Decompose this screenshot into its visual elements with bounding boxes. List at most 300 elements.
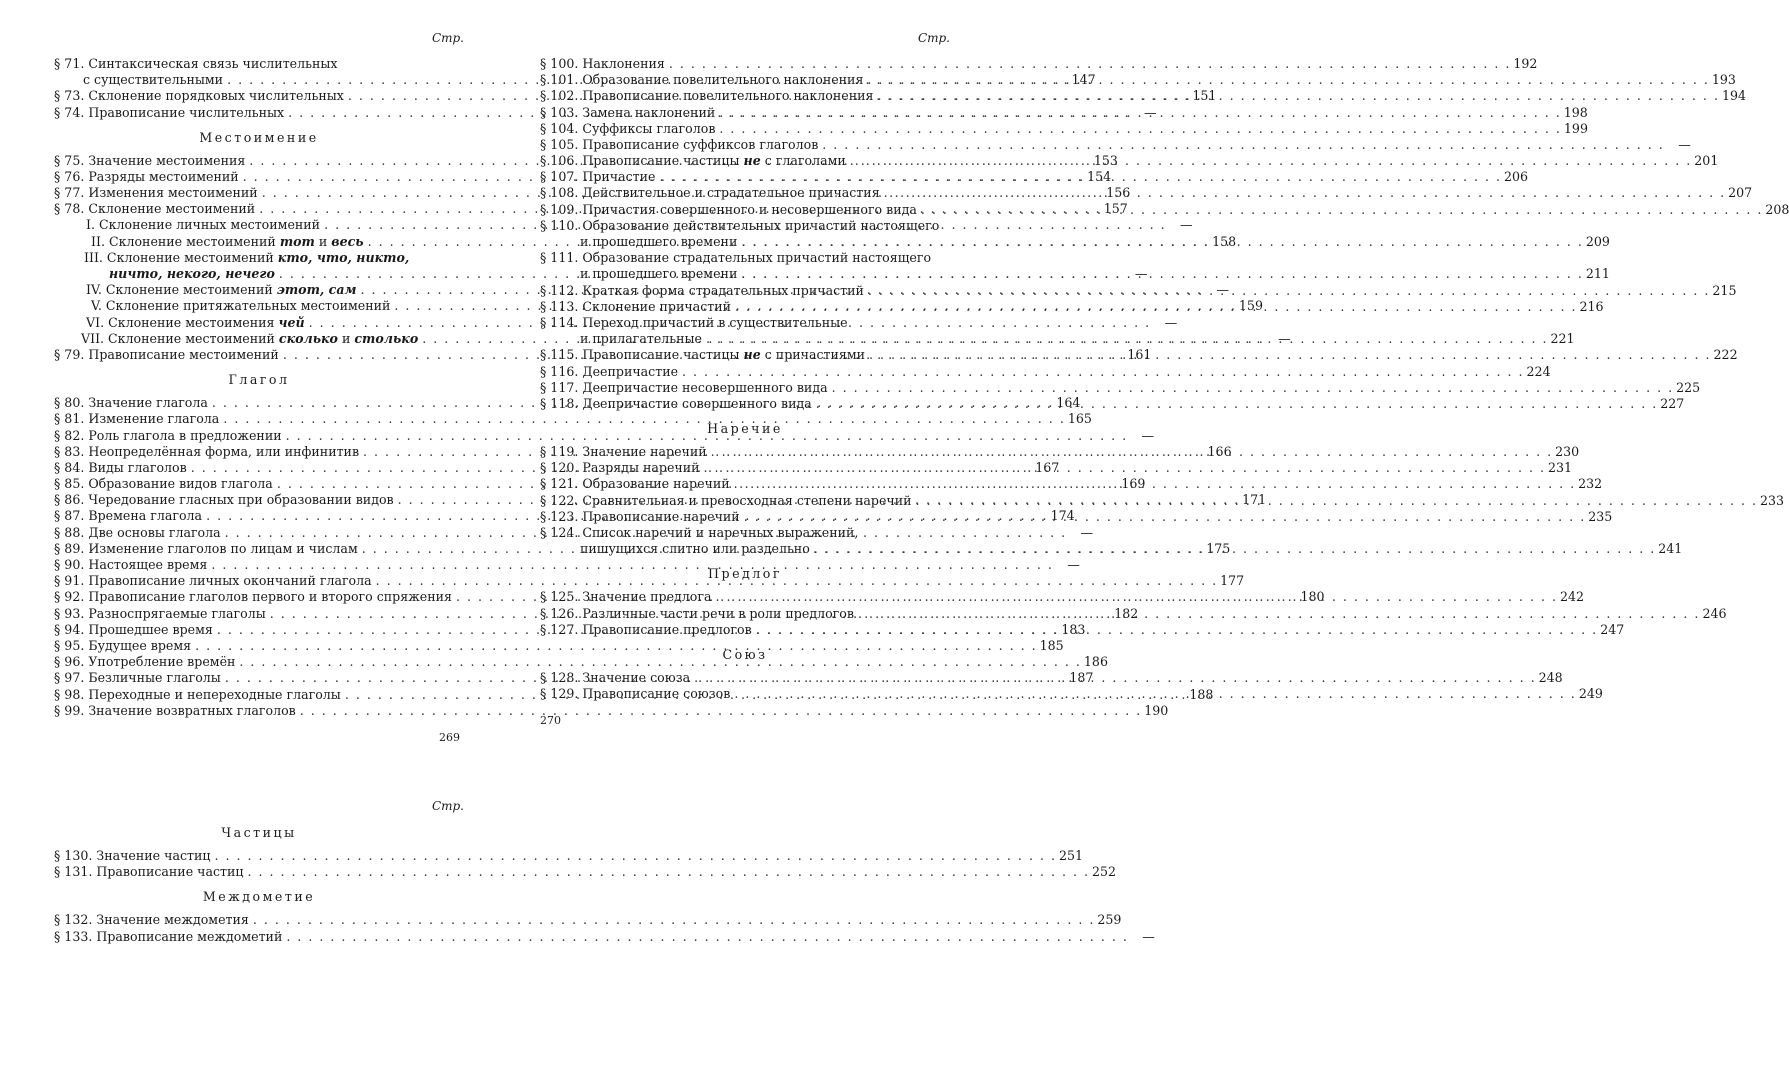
emphasized-word: тот xyxy=(279,233,315,249)
page-ref: 157 xyxy=(1103,201,1128,217)
toc-entry-title xyxy=(54,72,223,88)
toc-entry-title xyxy=(54,153,245,169)
entry-text: § 108. Действительное и страдательное причастия xyxy=(540,185,880,201)
entry-text: § 71. Синтаксическая связь числительных xyxy=(54,55,338,71)
toc-entry-title xyxy=(540,606,854,622)
entry-text: § 94. Прошедшее время xyxy=(54,621,213,637)
page-ref: 147 xyxy=(1071,72,1096,88)
toc-entry-title xyxy=(540,315,848,331)
page-ref: 177 xyxy=(1220,573,1245,589)
entry-text: § 74. Правописание числительных xyxy=(54,104,285,120)
toc-entry-title xyxy=(54,703,296,719)
entry-text: § 120. Разряды наречий xyxy=(540,460,700,476)
entry-text: § 83. Неопределённая форма, или инфинитив xyxy=(54,443,360,459)
dot-leader xyxy=(737,234,1582,250)
page-ref: 208 xyxy=(1765,201,1789,217)
entry-text: III. Склонение местоимений xyxy=(84,249,278,265)
toc-entry-title xyxy=(54,88,344,104)
entry-text: § 78. Склонение местоимений xyxy=(54,201,256,217)
toc-entry-title xyxy=(540,105,715,121)
entry-text: § 87. Времена глагола xyxy=(54,508,203,524)
section-heading: Союз xyxy=(722,647,768,662)
toc-entry-title xyxy=(540,380,828,396)
page-ref: — xyxy=(1080,524,1094,540)
emphasized-word: не xyxy=(743,153,761,169)
toc-entry-title xyxy=(540,525,858,541)
entry-text: с существительными xyxy=(83,72,224,88)
entry-text: § 92. Правописание глаголов первого и второго спряжения xyxy=(54,589,452,605)
toc-entry xyxy=(540,282,1737,299)
toc-entry-title xyxy=(54,315,305,331)
dot-leader xyxy=(828,380,1673,396)
page-ref: — xyxy=(1141,427,1155,443)
entry-text: § 119. Значение наречий xyxy=(540,444,707,460)
entry-text: § 109. Причастия совершенного и несовершенного вида xyxy=(540,201,917,217)
toc-entry-title xyxy=(54,169,239,185)
toc-entry xyxy=(54,56,464,72)
entry-text: § 118. Деепричастие совершенного вида xyxy=(540,395,812,411)
entry-text: § 80. Значение глагола xyxy=(54,395,208,411)
toc-entry xyxy=(54,557,1080,573)
toc-entry-title xyxy=(54,56,338,72)
page-ref: — xyxy=(1180,217,1193,233)
page-ref: 183 xyxy=(1061,621,1086,637)
toc-entry-title xyxy=(540,88,873,104)
entry-text: § 85. Образование видов глагола xyxy=(54,476,273,492)
entry-text: § 111. Образование страдательных причастий настоящего xyxy=(540,250,932,266)
entry-text: § 96. Употребление времён xyxy=(54,654,236,670)
dot-leader xyxy=(702,331,1547,347)
page-ref: 192 xyxy=(1513,55,1538,71)
dot-leader xyxy=(812,396,1657,412)
entry-text: § 127. Правописание предлогов xyxy=(540,621,752,637)
toc-entry-title xyxy=(540,250,931,266)
dot-leader xyxy=(711,589,1556,605)
dot-leader xyxy=(917,202,1762,218)
page-ref: 164 xyxy=(1056,395,1081,411)
page-ref: 227 xyxy=(1660,395,1685,411)
toc-entry-title xyxy=(540,670,690,686)
page-number: 269 xyxy=(439,730,460,744)
toc-entry-title xyxy=(54,298,390,314)
page-ref: 186 xyxy=(1083,654,1108,670)
page-ref: 188 xyxy=(1189,686,1214,702)
dot-leader xyxy=(665,56,1510,72)
entry-text: и прошедшего времени xyxy=(580,234,738,250)
entry-text: § 114. Переход причастий в существительные xyxy=(540,314,848,330)
entry-text: § 77. Изменения местоимений xyxy=(54,185,258,201)
entry-text: § 110. Образование действительных причастий настоящего xyxy=(540,217,940,233)
entry-text: § 131. Правописание частиц xyxy=(54,864,244,880)
toc-entry-title xyxy=(540,589,711,605)
page-ref: 207 xyxy=(1728,185,1753,201)
toc-entry-title xyxy=(54,444,359,460)
toc-entry-title xyxy=(540,444,707,460)
toc-entry-title xyxy=(54,606,266,622)
emphasized-word: сколько xyxy=(278,330,338,346)
toc-entry xyxy=(540,363,1551,380)
toc-entry-title xyxy=(540,218,939,234)
page-ref: 233 xyxy=(1760,492,1785,508)
toc-entry xyxy=(54,411,1092,427)
page-ref: 185 xyxy=(1039,637,1064,653)
page-ref: 154 xyxy=(1087,168,1112,184)
entry-text: и прилагательные xyxy=(580,331,703,347)
dot-leader xyxy=(810,541,1655,557)
dot-leader xyxy=(700,460,1545,476)
page-ref: 241 xyxy=(1658,541,1683,557)
page-ref: — xyxy=(1216,282,1229,298)
entry-text: § 89. Изменение глаголов по лицам и числам xyxy=(54,540,358,556)
toc-entry-title xyxy=(54,929,282,945)
toc-entry-title xyxy=(54,508,202,524)
toc-entry-title xyxy=(54,573,372,589)
page-ref: 230 xyxy=(1555,444,1580,460)
entry-text: § 121. Образование наречий xyxy=(540,476,730,492)
section-heading: Предлог xyxy=(708,566,782,582)
entry-text: § 133. Правописание междометий xyxy=(54,928,283,944)
entry-text: § 93. Разноспрягаемые глаголы xyxy=(54,605,266,621)
page-ref: 252 xyxy=(1092,864,1117,880)
page-ref: 221 xyxy=(1550,331,1575,347)
toc-entry xyxy=(540,250,950,266)
emphasized-word: не xyxy=(743,347,761,363)
entry-text: § 104. Суффиксы глаголов xyxy=(540,120,716,136)
entry-text: § 122. Сравнительная и превосходная степени наречий xyxy=(540,492,912,508)
entry-text: § 100. Наклонения xyxy=(540,55,665,71)
toc-entry-title xyxy=(54,234,364,250)
toc-entry-title xyxy=(54,282,356,298)
dot-leader xyxy=(707,444,1552,460)
toc-entry xyxy=(540,525,950,541)
page-ref: 235 xyxy=(1588,508,1613,524)
entry-text: пишущихся слитно или раздельно xyxy=(580,541,810,557)
entry-text: § 84. Виды глаголов xyxy=(54,459,187,475)
entry-text: и xyxy=(314,233,332,249)
entry-text: § 113. Склонение причастий xyxy=(540,298,732,314)
dot-leader xyxy=(854,606,1699,622)
dot-leader xyxy=(249,912,1094,928)
toc-entry-title xyxy=(540,121,715,137)
entry-text: и xyxy=(337,330,355,346)
page-ref: 194 xyxy=(1721,88,1746,104)
entry-text: § 73. Склонение порядковых числительных xyxy=(54,88,344,104)
page-column-label: Стр. xyxy=(431,799,464,813)
entry-text: § 99. Значение возвратных глаголов xyxy=(54,702,296,718)
toc-entry-title xyxy=(54,670,221,686)
page-ref: 198 xyxy=(1563,104,1588,120)
toc-entry-title xyxy=(54,331,418,347)
toc-entry xyxy=(540,379,1701,396)
page-ref: — xyxy=(1142,928,1155,944)
page-ref: 259 xyxy=(1097,912,1122,928)
dot-leader xyxy=(715,105,1560,121)
page-ref: 199 xyxy=(1563,120,1588,136)
entry-text: § 129. Правописание союзов xyxy=(540,686,731,702)
entry-text: § 130. Значение частиц xyxy=(54,847,211,863)
entry-text: § 124. Список наречий и наречных выражений, xyxy=(540,525,859,541)
dot-leader xyxy=(678,364,1523,380)
entry-text: § 81. Изменение глагола xyxy=(54,411,220,427)
toc-entry-title xyxy=(54,541,358,557)
dot-leader xyxy=(752,622,1597,638)
toc-entry xyxy=(540,136,1691,153)
entry-text: § 116. Деепричастие xyxy=(540,363,679,379)
entry-text: § 101. Образование повелительного наклонения xyxy=(540,72,864,88)
page-ref: 215 xyxy=(1712,282,1737,298)
toc-entry-title xyxy=(540,234,737,250)
entry-text: § 115. Правописание частицы xyxy=(540,347,744,363)
emphasized-word: чей xyxy=(278,314,305,330)
toc-entry-title xyxy=(540,509,740,525)
dot-leader xyxy=(690,670,1535,686)
entry-text: § 105. Правописание суффиксов глаголов xyxy=(540,136,819,152)
dot-leader xyxy=(244,864,1089,880)
toc-entry xyxy=(540,55,1538,72)
page-ref: 222 xyxy=(1713,347,1738,363)
toc-entry-title xyxy=(54,589,452,605)
page-ref: 171 xyxy=(1242,492,1267,508)
emphasized-word: кто, что, никто, xyxy=(277,249,410,265)
dot-leader xyxy=(864,283,1709,299)
dot-leader xyxy=(818,137,1663,153)
toc-entry-title xyxy=(54,912,249,928)
toc-entry xyxy=(540,218,950,234)
page-ref: 201 xyxy=(1694,153,1719,169)
page-ref: 251 xyxy=(1058,847,1084,863)
entry-text: VI. Склонение местоимения xyxy=(86,314,279,330)
dot-leader xyxy=(846,153,1691,169)
entry-text: § 82. Роль глагола в предложении xyxy=(54,427,282,443)
page-ref: — xyxy=(1067,557,1080,573)
entry-text: § 123. Правописание наречий xyxy=(540,508,740,524)
entry-text: § 98. Переходные и непереходные глаголы xyxy=(54,686,341,702)
entry-text: § 91. Правописание личных окончаний глагола xyxy=(54,573,372,589)
page-ref: 190 xyxy=(1144,702,1169,718)
toc-entry xyxy=(54,702,1169,719)
toc-entry-title xyxy=(540,331,702,347)
entry-text: § 112. Краткая форма страдательных причастий xyxy=(540,282,864,298)
toc-entry xyxy=(540,266,1610,282)
dot-leader xyxy=(873,88,1718,104)
entry-text: с глаголами xyxy=(760,153,846,169)
section-heading: Междометие xyxy=(202,889,316,905)
toc-entry-title xyxy=(540,396,812,412)
toc-entry-title xyxy=(540,185,880,201)
page-ref: 153 xyxy=(1093,152,1118,168)
toc-entry xyxy=(54,250,464,266)
entry-text: § 79. Правописание местоимений xyxy=(54,346,279,362)
toc-entry-title xyxy=(540,266,737,282)
entry-text: I. Склонение личных местоимений xyxy=(86,217,321,233)
entry-text: IV. Склонение местоимений xyxy=(86,282,277,298)
entry-text: и прошедшего времени xyxy=(580,266,738,282)
page-ref: 165 xyxy=(1067,411,1092,427)
page-ref: 248 xyxy=(1538,669,1563,685)
toc-entry-title xyxy=(540,476,730,492)
toc-entry-title xyxy=(54,654,235,670)
toc-entry-title xyxy=(54,347,279,363)
emphasized-word: этот, сам xyxy=(276,282,357,298)
toc-entry-title xyxy=(54,105,284,121)
toc-entry xyxy=(540,104,1588,121)
toc-entry-title xyxy=(54,848,210,864)
toc-entry xyxy=(54,864,1117,880)
toc-entry xyxy=(54,847,1084,864)
toc-entry-title xyxy=(54,428,282,444)
dot-leader xyxy=(737,266,1582,282)
page-ref: 169 xyxy=(1121,476,1146,492)
entry-text: с причастиями xyxy=(760,347,866,363)
page-ref: — xyxy=(1144,104,1157,120)
page-ref: 193 xyxy=(1711,72,1736,88)
toc-entry-title xyxy=(540,137,818,153)
entry-text: § 132. Значение междометия xyxy=(54,912,249,928)
toc-entry-title xyxy=(54,638,191,654)
entry-text: § 126. Различные части речи в роли предлогов xyxy=(540,605,854,621)
entry-text: § 75. Значение местоимения xyxy=(54,152,246,168)
dot-leader xyxy=(730,686,1575,702)
page-ref: 161 xyxy=(1127,346,1152,362)
toc-entry xyxy=(540,315,950,331)
toc-entry-title xyxy=(54,687,341,703)
page-ref: 167 xyxy=(1035,459,1060,475)
page-ref: 249 xyxy=(1578,686,1603,702)
entry-text: § 90. Настоящее время xyxy=(54,557,208,573)
entry-text: § 103. Замена наклонений xyxy=(540,104,716,120)
toc-entry-title xyxy=(54,250,409,266)
toc-entry-title xyxy=(54,460,187,476)
toc-entry xyxy=(540,331,1575,347)
page-ref: 174 xyxy=(1050,508,1075,524)
dot-leader xyxy=(865,347,1710,363)
toc-entry-title xyxy=(54,185,258,201)
page-ref: 156 xyxy=(1106,185,1131,201)
toc-entry xyxy=(54,912,1122,928)
section-heading: Местоимение xyxy=(199,129,319,145)
toc-entry-title xyxy=(540,347,865,363)
page-ref: 206 xyxy=(1503,169,1529,185)
toc-entry-title xyxy=(54,525,221,541)
section-heading: Глагол xyxy=(228,372,290,388)
entry-text: V. Склонение притяжательных местоимений xyxy=(91,298,391,314)
page-ref: 158 xyxy=(1212,233,1237,249)
page-column-label: Стр. xyxy=(917,31,950,45)
dot-leader xyxy=(912,493,1757,509)
emphasized-word: ничто, некого, нечего xyxy=(109,266,275,282)
toc-page-bottom xyxy=(54,796,1155,945)
page-ref: 242 xyxy=(1559,589,1585,605)
dot-leader xyxy=(730,476,1575,492)
entry-text: § 95. Будущее время xyxy=(54,637,192,653)
page-number: 270 xyxy=(540,714,561,728)
page-ref: 151 xyxy=(1192,88,1217,104)
entry-text: II. Склонение местоимений xyxy=(91,233,280,249)
emphasized-word: столько xyxy=(354,330,419,346)
page-ref: 180 xyxy=(1300,589,1325,605)
page-ref: 211 xyxy=(1585,266,1610,282)
page-ref: 231 xyxy=(1548,460,1573,476)
dot-leader xyxy=(210,848,1055,864)
toc-entry-title xyxy=(54,395,208,411)
toc-entry-title xyxy=(540,202,917,218)
page-ref: 246 xyxy=(1702,605,1727,621)
page-ref: 209 xyxy=(1585,234,1610,250)
page-ref: — xyxy=(1678,136,1691,152)
toc-entry-title xyxy=(540,364,678,380)
toc-entry-title xyxy=(54,266,275,282)
toc-entry-title xyxy=(540,460,700,476)
page-ref: — xyxy=(1278,330,1291,346)
page-ref: 159 xyxy=(1238,298,1263,314)
toc-entry-title xyxy=(540,169,655,185)
entry-text: § 86. Чередование гласных при образовании видов xyxy=(54,492,394,508)
toc-entry xyxy=(54,637,1064,654)
dot-leader xyxy=(655,169,1500,185)
toc-entry-title xyxy=(54,864,244,880)
page-ref: 216 xyxy=(1579,298,1604,314)
toc-entry-title xyxy=(540,493,912,509)
toc-entry-title xyxy=(540,283,864,299)
entry-text: § 102. Правописание повелительного наклонения xyxy=(540,88,874,104)
section-heading: Наречие xyxy=(707,421,783,437)
dot-leader xyxy=(731,299,1576,315)
toc-entry-title xyxy=(54,201,255,217)
page-ref: 182 xyxy=(1114,605,1139,621)
toc-entry-title xyxy=(54,557,207,573)
toc-entry-title xyxy=(540,56,665,72)
toc-entry xyxy=(54,928,1155,945)
page-ref: 247 xyxy=(1600,621,1625,637)
toc-entries xyxy=(54,825,1155,945)
page-ref: — xyxy=(1134,266,1148,282)
dot-leader xyxy=(740,509,1585,525)
page-ref: 187 xyxy=(1069,670,1094,686)
section-heading: Частицы xyxy=(221,825,297,840)
entry-text: § 107. Причастие xyxy=(540,169,656,185)
toc-entry-title xyxy=(54,622,213,638)
dot-leader xyxy=(715,121,1560,137)
entry-text: VII. Склонение местоимений xyxy=(81,330,279,346)
dot-leader xyxy=(282,929,1127,945)
toc-entry-title xyxy=(540,622,752,638)
page-ref: 224 xyxy=(1526,363,1551,379)
toc-entry-title xyxy=(54,217,320,233)
page-ref: 166 xyxy=(1207,443,1232,459)
toc-entry-title xyxy=(54,476,273,492)
entry-text: § 128. Значение союза xyxy=(540,669,691,685)
toc-entry xyxy=(540,120,1588,137)
entry-text: § 97. Безличные глаголы xyxy=(54,670,221,686)
emphasized-word: весь xyxy=(331,233,364,249)
entry-text: § 106. Правописание частицы xyxy=(540,153,744,169)
toc-entry-title xyxy=(540,72,863,88)
dot-leader xyxy=(863,72,1708,88)
page-ref: 225 xyxy=(1676,379,1701,395)
toc-entry-title xyxy=(540,686,730,702)
toc-entry-title xyxy=(540,153,846,169)
toc-entry-title xyxy=(54,492,394,508)
toc-entry-title xyxy=(540,541,810,557)
entry-text: § 125. Значение предлога xyxy=(540,589,712,605)
dot-leader xyxy=(880,185,1725,201)
entry-text: § 88. Две основы глагола xyxy=(54,524,221,540)
entry-text: § 117. Деепричастие несовершенного вида xyxy=(540,379,828,395)
entry-text: § 76. Разряды местоимений xyxy=(54,168,239,184)
toc-entry-title xyxy=(54,411,219,427)
page-column-label: Стр. xyxy=(431,31,464,45)
page-ref: — xyxy=(1164,314,1178,330)
